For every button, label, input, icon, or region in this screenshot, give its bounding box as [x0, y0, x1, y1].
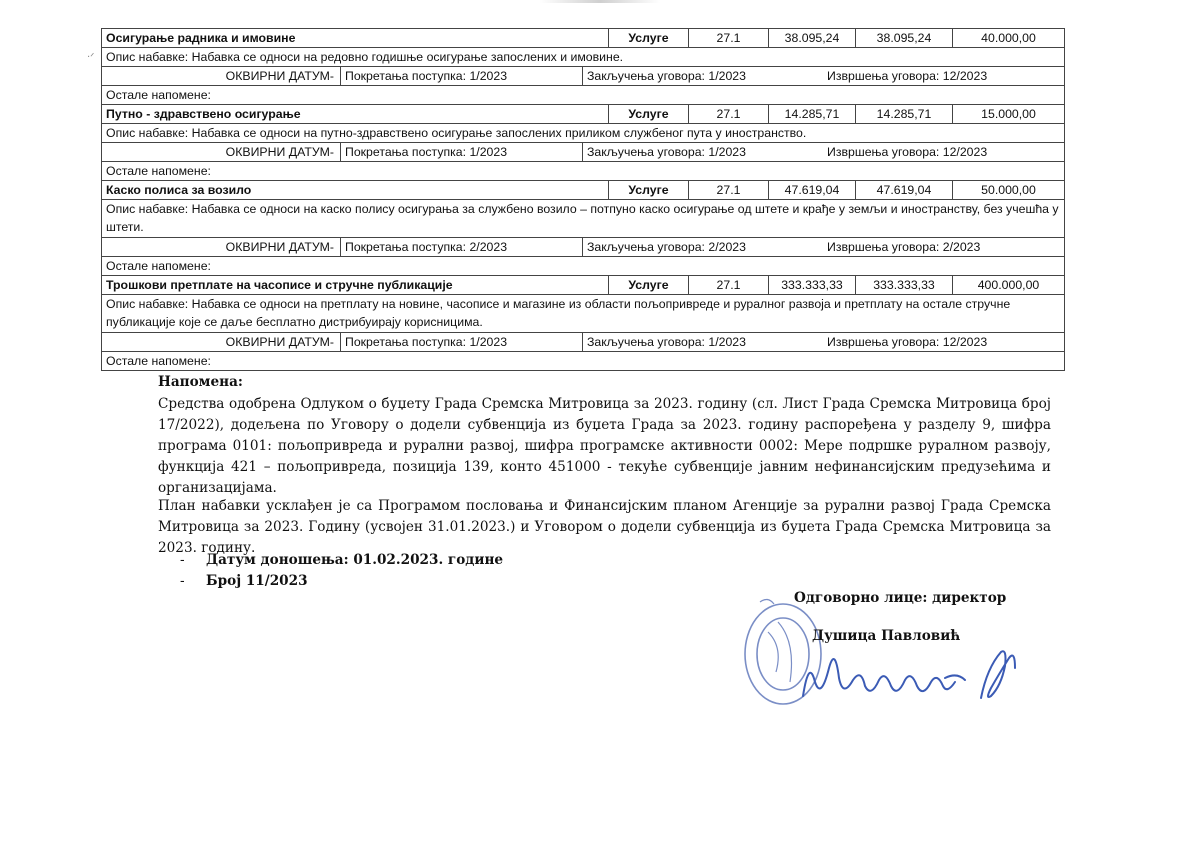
contract-execution: Извршења уговора: 12/2023 — [823, 143, 1065, 161]
director-name: Душица Павловић — [812, 628, 961, 644]
item-title: Каско полиса за возило — [102, 181, 609, 199]
frame-date-label: ОКВИРНИ ДАТУМ- — [102, 67, 341, 85]
item-type: Услуге — [609, 276, 689, 294]
contract-execution: Извршења уговора: 2/2023 — [823, 238, 1065, 256]
frame-date-label: ОКВИРНИ ДАТУМ- — [102, 143, 341, 161]
notes-row — [102, 162, 1065, 181]
item-title: Путно - здравствено осигурање — [102, 105, 609, 123]
document-number: Број 11/2023 — [206, 573, 308, 589]
contract-conclusion: Закључења уговора: 2/2023 — [587, 240, 746, 254]
other-notes: Остале напомене: — [102, 352, 1065, 370]
list-dash: - — [180, 573, 185, 589]
frame-date-row — [102, 67, 1065, 86]
item-description: Опис набавке: Набавка се односи на редовно годишње осигурање запослених и имовине. — [102, 48, 1065, 66]
item-type: Услуге — [609, 29, 689, 47]
contract-execution: Извршења уговора: 12/2023 — [823, 333, 1065, 351]
contract-conclusion: Закључења уговора: 1/2023 — [587, 69, 746, 83]
description-row — [102, 124, 1065, 143]
notes-row — [102, 257, 1065, 276]
list-item — [180, 573, 308, 589]
note-paragraph-plan: План набавки усклађен је са Програмом пословања и Финансијским планом Агенције за рурални развој Града Сремска Митровица за 2023. Годину (усвојен 31.01.2023.) и Уговором о додели субвенција из буџета Града Сремска Митровица за 2023. годину. — [158, 498, 1051, 556]
item-value-1: 47.619,04 — [769, 181, 856, 199]
frame-date-label: ОКВИРНИ ДАТУМ- — [102, 238, 341, 256]
table-row — [102, 29, 1065, 48]
contract-conclusion: Закључења уговора: 1/2023 — [587, 145, 746, 159]
scan-mark: ·ᐟ — [87, 52, 95, 63]
procedure-start: Покретања поступка: 1/2023 — [341, 67, 583, 85]
item-type: Услуге — [609, 105, 689, 123]
contract-execution: Извршења уговора: 12/2023 — [823, 67, 1065, 85]
description-row — [102, 200, 1065, 238]
description-row — [102, 48, 1065, 67]
other-notes: Остале напомене: — [102, 257, 1065, 275]
item-value-2: 38.095,24 — [856, 29, 953, 47]
adoption-date: Датум доношења: 01.02.2023. године — [206, 552, 504, 568]
notes-row — [102, 352, 1065, 371]
frame-date-row — [102, 143, 1065, 162]
frame-date-label: ОКВИРНИ ДАТУМ- — [102, 333, 341, 351]
procurement-table — [101, 28, 1065, 371]
item-description: Опис набавке: Набавка се односи на путно-здравствено осигурање запослених приликом службеног пута у иностранство. — [102, 124, 1065, 142]
item-description: Опис набавке: Набавка се односи на претплату на новине, часописе и магазине из области пољопривреде и руралног развоја и претплату на остале стручне публикације које се даље бесплатно дистрибуирају корисницима. — [102, 295, 1065, 332]
table-row — [102, 181, 1065, 200]
scan-artifact — [540, 0, 660, 3]
procedure-start: Покретања поступка: 1/2023 — [341, 333, 583, 351]
frame-date-row — [102, 238, 1065, 257]
table-row — [102, 276, 1065, 295]
item-value-3: 40.000,00 — [953, 29, 1065, 47]
item-value-2: 333.333,33 — [856, 276, 953, 294]
item-description: Опис набавке: Набавка се односи на каско полису осигурања за службено возило – потпуно каско осигурање од штете и крађе у земљи и иностранству, без учешћа у штети. — [102, 200, 1065, 237]
item-value-1: 14.285,71 — [769, 105, 856, 123]
procedure-start: Покретања поступка: 1/2023 — [341, 143, 583, 161]
item-value-3: 400.000,00 — [953, 276, 1065, 294]
procedure-start: Покретања поступка: 2/2023 — [341, 238, 583, 256]
notes-row — [102, 86, 1065, 105]
note-paragraph-funding: Средства одобрена Одлуком о буџету Града Сремска Митровица за 2023. годину (сл. Лист Града Сремска Митровица број 17/2022), додељена по Уговору о додели субвенција из буџета Града за 2023. годину распоређена у разделу 9, шифра програма 0101: пољопривреда и рурални развој, шифра програмске активности 0002: Мере подршке руралном развоју, функција 421 – пољопривреда, позиција 139, конто 451000 - текуће субвенције јавним нефинансијским предузећима и организацијама. — [158, 396, 1051, 496]
item-value-3: 50.000,00 — [953, 181, 1065, 199]
item-code: 27.1 — [689, 105, 769, 123]
other-notes: Остале напомене: — [102, 162, 1065, 180]
other-notes: Остале напомене: — [102, 86, 1065, 104]
item-value-2: 47.619,04 — [856, 181, 953, 199]
item-type: Услуге — [609, 181, 689, 199]
table-row — [102, 105, 1065, 124]
item-value-3: 15.000,00 — [953, 105, 1065, 123]
item-code: 27.1 — [689, 181, 769, 199]
note-heading: Напомена: — [158, 374, 243, 390]
item-value-2: 14.285,71 — [856, 105, 953, 123]
item-title: Трошкови претплате на часописе и стручне публикације — [102, 276, 609, 294]
item-code: 27.1 — [689, 29, 769, 47]
item-code: 27.1 — [689, 276, 769, 294]
list-item — [180, 552, 503, 568]
responsible-person-label: Одговорно лице: директор — [794, 590, 1007, 606]
contract-conclusion: Закључења уговора: 1/2023 — [587, 335, 746, 349]
list-dash: - — [180, 552, 185, 568]
description-row — [102, 295, 1065, 333]
handwritten-signature — [795, 638, 1025, 708]
item-title: Осигурање радника и имовине — [102, 29, 609, 47]
item-value-1: 38.095,24 — [769, 29, 856, 47]
item-value-1: 333.333,33 — [769, 276, 856, 294]
frame-date-row — [102, 333, 1065, 352]
